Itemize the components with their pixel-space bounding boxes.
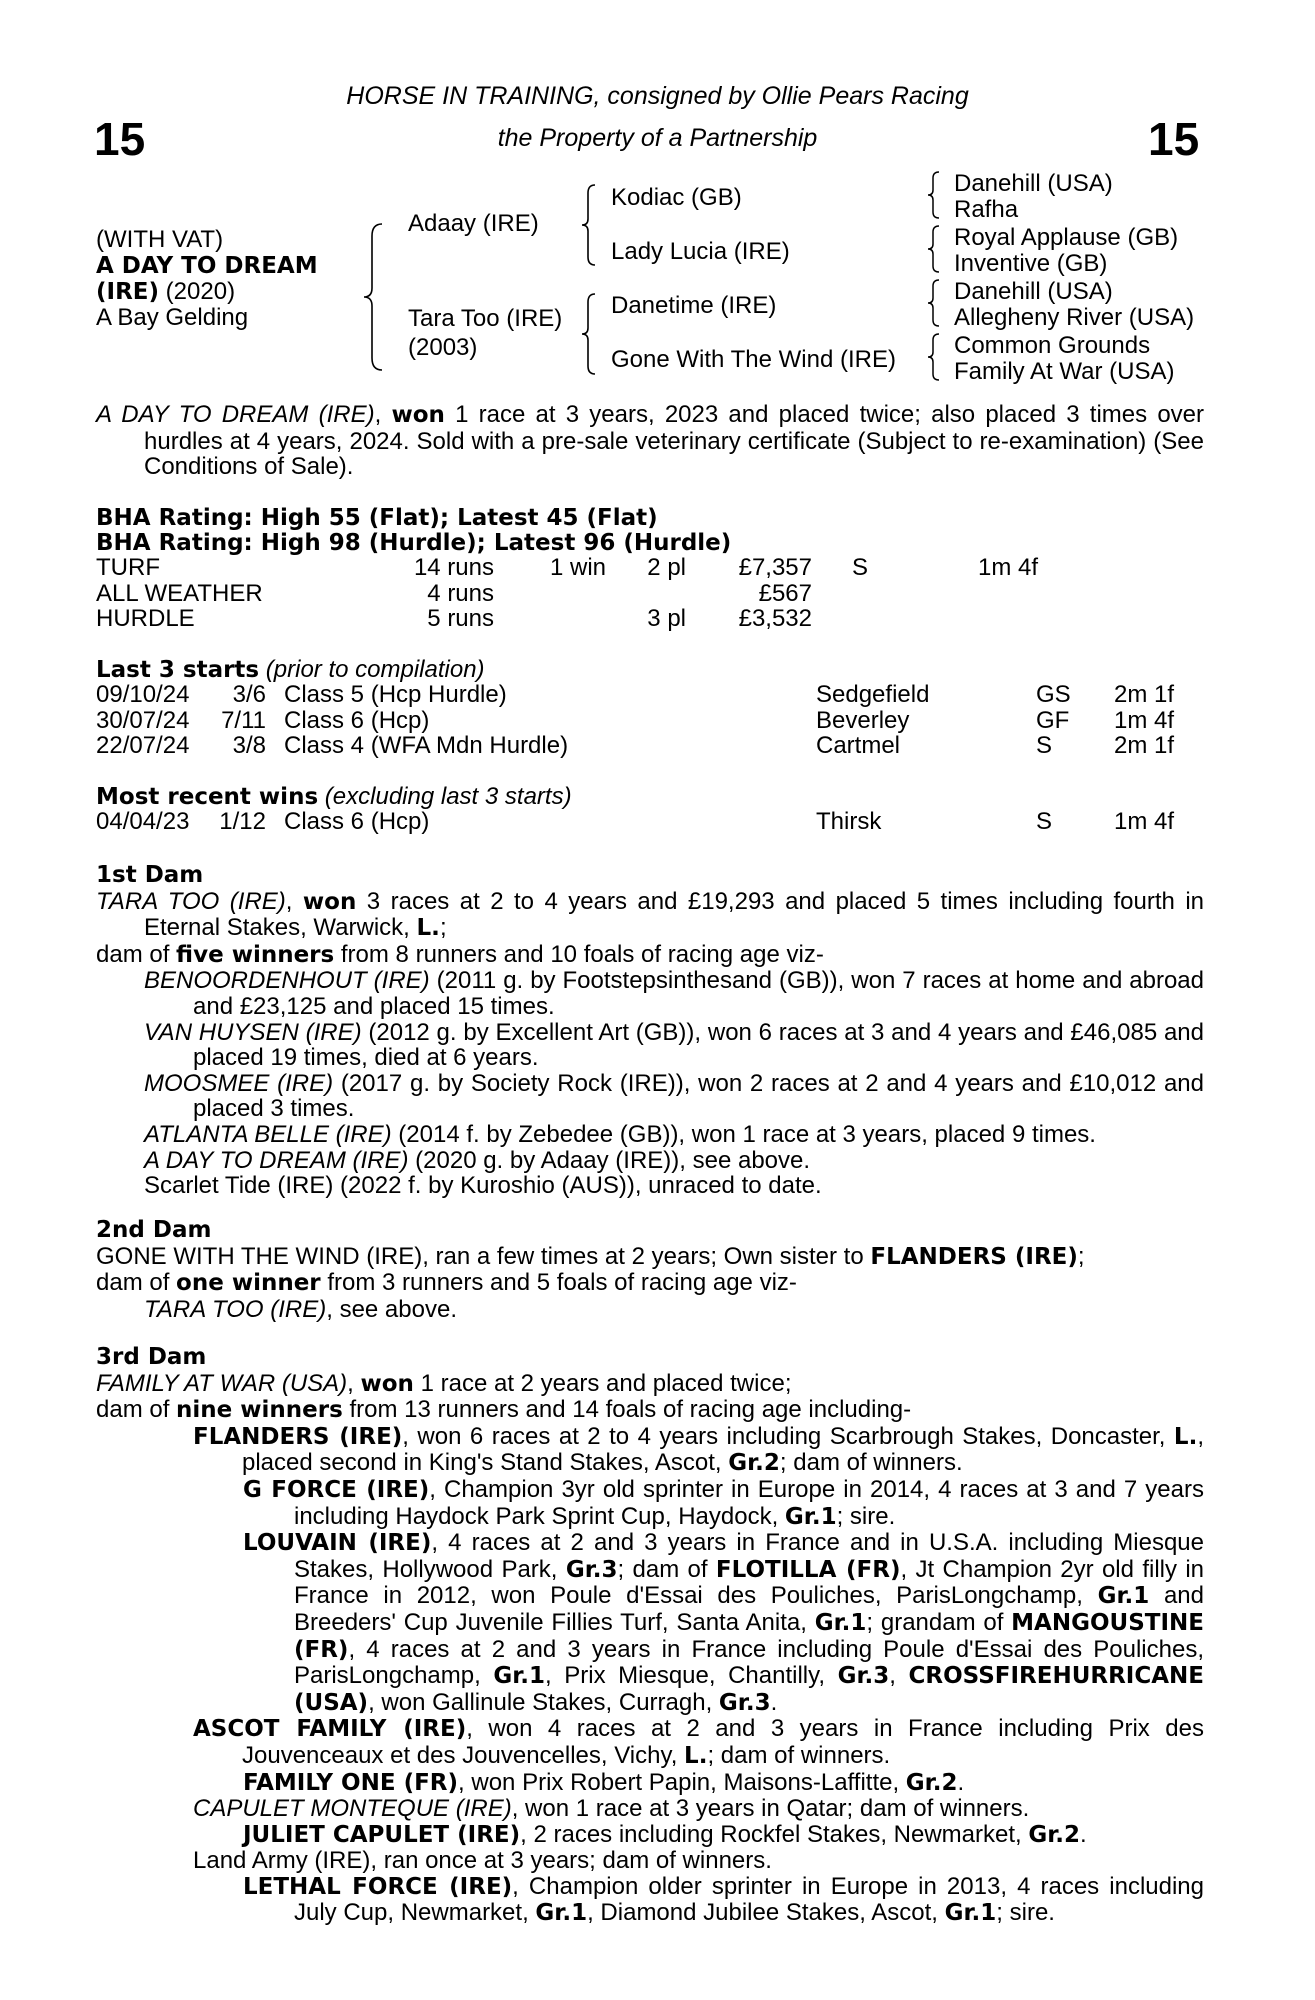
record-prize: £3,532	[738, 605, 812, 632]
third-dam-section	[96, 1344, 1204, 1927]
start-race: Class 6 (Hcp)	[284, 706, 430, 734]
consignor-line: HORSE IN TRAINING, consigned by Ollie Pears Racing	[346, 82, 969, 110]
recent-wins-note: (excluding last 3 starts)	[318, 783, 572, 810]
record-prize: £7,357	[738, 554, 812, 581]
capulet-monteque-text: , won 1 race at 3 years in Qatar; dam of winners.	[511, 1795, 1030, 1823]
g-force-text-2: ; sire.	[836, 1502, 896, 1530]
ascot-family-name: ASCOT FAMILY (IRE)	[193, 1716, 467, 1743]
record-going	[812, 581, 978, 607]
start-date: 30/07/24	[96, 706, 190, 734]
win-course: Thirsk	[816, 808, 882, 835]
rating-flat: BHA Rating: High 55 (Flat); Latest 45 (Flat)	[96, 505, 658, 531]
third-dam-text: 1 race at 2 years and placed twice;	[413, 1369, 792, 1397]
start-position: 3/6	[232, 681, 266, 708]
record-surface: ALL WEATHER	[96, 579, 263, 607]
record-placed: 2 pl	[647, 554, 686, 581]
produce-4-text: (2014 f. by Zebedee (GB)), won 1 race at 3 years, placed 9 times.	[391, 1120, 1096, 1148]
flanders-text-3: ; dam of winners.	[779, 1449, 963, 1477]
start-distance: 1m 4f	[1114, 706, 1175, 734]
win-race: Class 6 (Hcp)	[284, 808, 430, 835]
lot-number-right: 15	[1148, 113, 1200, 165]
louvain-text-2: ; dam of	[617, 1555, 716, 1583]
second-dam-produce-name: TARA TOO (IRE)	[144, 1295, 327, 1323]
start-distance: 2m 1f	[1114, 681, 1175, 708]
family-one-name: FAMILY ONE (FR)	[243, 1769, 459, 1796]
record-runs: 4 runs	[427, 579, 494, 607]
first-dam-section: 1st Dam TARA TOO (IRE), won 3 races at 2 to 4 years and £19,293 and placed 5 times including fourth in Eternal Stakes, Warwick, L.; dam of five winners from 8 runners and 10 foals of racing age viz- BENOORDENHOUT (IRE) (2011 g. by Footstepsinthesand (GB)), won 7 races at home and abroad and £23,125 and placed 15 times. VAN HUYSEN (IRE) (2012 g. by Excellent Art (GB)), won 6 races at 3 and 4 years and £46,085 and placed 19 times, died at 6 years. MOOSMEE (IRE) (2017 g. by Society Rock (IRE)), won 2 races at 2 and 4 years and £10,012 and placed 3 times. ATLANTA BELLE (IRE) (2014 f. by Zebedee (GB)), won 1 race at 3 years, placed 9 times. A DAY TO DREAM (IRE) (2020 g. by Adaay (IRE)), see above. Scarlet Tide (IRE) (2022 f. by Kuroshio (AUS)), unraced to date.	[96, 862, 1205, 1200]
start-date: 22/07/24	[96, 732, 190, 759]
pedigree-ds: Danetime (IRE)	[611, 292, 777, 319]
pedigree-ss: Kodiac (GB)	[611, 184, 742, 211]
record-distance	[978, 606, 1078, 632]
group-mark: Gr.1	[814, 1609, 867, 1636]
juliet-capulet-name: JULIET CAPULET (IRE)	[243, 1821, 521, 1848]
pedigree-sds: Royal Applause (GB)	[954, 224, 1179, 251]
third-dam-winners: nine winners	[176, 1397, 343, 1424]
summary-won: won	[391, 402, 445, 428]
first-dam-produce-c: from 8 runners and 10 foals of racing age viz-	[334, 940, 824, 968]
first-dam-name: TARA TOO (IRE)	[96, 887, 286, 915]
pedigree-brace-3d	[926, 332, 942, 382]
start-course: Beverley	[816, 706, 910, 734]
first-dam-won: won	[302, 888, 357, 915]
produce-3-name: MOOSMEE (IRE)	[144, 1069, 334, 1097]
horse-name: A DAY TO DREAM	[96, 253, 318, 279]
second-dam-produce-text: , see above.	[326, 1295, 457, 1323]
louvain-text-10: .	[770, 1688, 778, 1716]
racing-record-table	[96, 555, 1078, 632]
flanders-text-1: , won 6 races at 2 to 4 years including Scarbrough Stakes, Doncaster,	[402, 1422, 1174, 1450]
table-row	[96, 606, 1078, 632]
pedigree-dd: Gone With The Wind (IRE)	[611, 346, 896, 373]
record-distance	[978, 581, 1078, 607]
crossfirehurricane-name: CROSSFIREHURRICANE (USA)	[294, 1663, 1204, 1716]
louvain-text-1: , 4 races at 2 and 3 years in France and in U.S.A. including Miesque Stakes, Hollywood Park,	[294, 1529, 1204, 1583]
start-going: S	[1036, 732, 1053, 759]
produce-5-name: A DAY TO DREAM (IRE)	[144, 1146, 409, 1174]
g-force-text-1: , Champion 3yr old sprinter in Europe in 2014, 4 races at 3 and 7 years including Haydock Park Sprint Cup, Haydock,	[294, 1475, 1204, 1530]
second-dam-sister: FLANDERS (IRE)	[870, 1243, 1078, 1270]
table-row	[96, 708, 1204, 734]
second-dam-winners: one winner	[176, 1270, 321, 1297]
first-dam-title: 1st Dam	[96, 862, 204, 888]
second-dam-section	[96, 1217, 1204, 1322]
group-mark: Gr.1	[784, 1503, 837, 1530]
family-one-text-2: .	[957, 1768, 965, 1796]
third-dam-name: FAMILY AT WAR (USA)	[96, 1369, 348, 1397]
pedigree-dds: Common Grounds	[954, 332, 1151, 359]
louvain-text-7: , Prix Miesque, Chantilly,	[545, 1662, 838, 1690]
record-runs: 14 runs	[413, 554, 494, 581]
start-course: Sedgefield	[816, 681, 930, 708]
group-mark: Gr.1	[944, 1900, 997, 1927]
recent-wins-heading	[96, 784, 572, 810]
record-surface: TURF	[96, 554, 160, 581]
flotilla-name: FLOTILLA (FR)	[715, 1556, 901, 1583]
ascot-family-text-2: ; dam of winners.	[707, 1741, 891, 1769]
win-distance: 1m 4f	[1114, 808, 1175, 835]
third-dam-sep: ,	[347, 1369, 361, 1397]
pedigree-sire: Adaay (IRE)	[408, 210, 539, 237]
family-one-text-1: , won Prix Robert Papin, Maisons-Laffitte,	[458, 1768, 906, 1796]
louvain-text-6: , 4 races at 2 and 3 years in France including Poule d'Essai des Pouliches, ParisLongchamp,	[294, 1635, 1204, 1690]
third-dam-title: 3rd Dam	[96, 1344, 207, 1370]
pedigree-ssd: Rafha	[954, 196, 1019, 223]
pedigree-brace-3c	[926, 278, 942, 328]
group-mark: Gr.2	[728, 1450, 780, 1477]
mangoustine-name: MANGOUSTINE (FR)	[294, 1609, 1204, 1663]
listed-mark: L.	[416, 915, 440, 942]
horse-country: (IRE)	[96, 279, 160, 305]
table-row	[96, 581, 1078, 607]
record-going: S	[852, 554, 869, 581]
lethal-force-text-1: , Champion older sprinter in Europe in 2013, 4 races including July Cup, Newmarket,	[294, 1872, 1205, 1927]
produce-3-text: (2017 g. by Society Rock (IRE)), won 2 races at 2 and 4 years and £10,012 and placed 3 times.	[193, 1069, 1204, 1123]
louvain-text-4: and Breeders' Cup Juvenile Fillies Turf, Santa Anita,	[294, 1582, 1204, 1636]
record-placed: 3 pl	[647, 605, 686, 632]
land-army-text: Land Army (IRE), ran once at 3 years; dam of winners.	[193, 1847, 772, 1875]
produce-2-name: VAN HUYSEN (IRE)	[144, 1018, 362, 1046]
group-mark: Gr.1	[1097, 1583, 1150, 1610]
first-dam-text: 3 races at 2 to 4 years and £19,293 and placed 5 times including fourth in Eternal Stakes, Warwick,	[144, 887, 1205, 942]
table-row	[96, 733, 1204, 759]
produce-4-name: ATLANTA BELLE (IRE)	[144, 1120, 392, 1148]
second-dam-end: ;	[1077, 1242, 1085, 1270]
start-course: Cartmel	[816, 732, 901, 759]
start-going: GF	[1036, 706, 1070, 734]
record-prize: £567	[758, 579, 812, 607]
recent-wins-title: Most recent wins	[96, 784, 319, 810]
summary-text: 1 race at 3 years, 2023 and placed twice; also placed 3 times over hurdles at 4 years, 2024. Sold with a pre-sale veterinary certificate (Subject to re-examination) (See Conditions of Sale).	[144, 401, 1205, 481]
pedigree-dsd: Allegheny River (USA)	[954, 304, 1195, 331]
recent-wins-table	[96, 809, 1204, 835]
third-dam-produce-c: from 13 runners and 14 foals of racing age including-	[342, 1396, 912, 1424]
juliet-capulet-text-1: , 2 races including Rockfel Stakes, Newmarket,	[520, 1820, 1029, 1848]
flanders-text-2: , placed second in King's Stand Stakes, Ascot,	[242, 1422, 1204, 1477]
juliet-capulet-text-2: .	[1080, 1820, 1087, 1848]
lot-number-left: 15	[94, 113, 146, 165]
louvain-text-8: ,	[889, 1662, 909, 1690]
pedigree-dss: Danehill (USA)	[954, 278, 1113, 305]
start-position: 3/8	[232, 732, 266, 759]
horse-year: (2020)	[159, 278, 236, 305]
group-mark: Gr.3	[565, 1556, 618, 1583]
win-going: S	[1036, 808, 1053, 835]
produce-6-text: Scarlet Tide (IRE) (2022 f. by Kuroshio (AUS)), unraced to date.	[144, 1172, 822, 1200]
flanders-name: FLANDERS (IRE)	[193, 1423, 403, 1450]
record-runs: 5 runs	[427, 605, 494, 632]
table-row	[96, 809, 1204, 835]
record-wins	[494, 581, 606, 607]
pedigree-sdd: Inventive (GB)	[954, 250, 1108, 277]
lethal-force-text-3: ; sire.	[996, 1899, 1055, 1927]
produce-2-text: (2012 g. by Excellent Art (GB)), won 6 races at 3 and 4 years and £46,085 and placed 19 times, died at 6 years.	[193, 1018, 1205, 1072]
third-dam-produce-a: dam of	[96, 1396, 177, 1424]
ascot-family-text-1: , won 4 races at 2 and 3 years in France including Prix des Jouvenceaux et des Jouvencelles, Vichy,	[242, 1715, 1204, 1769]
second-dam-produce-a: dam of	[96, 1269, 177, 1297]
louvain-text-9: , won Gallinule Stakes, Curragh,	[368, 1688, 719, 1716]
pedigree-sd: Lady Lucia (IRE)	[611, 238, 790, 265]
record-wins: 1 win	[549, 554, 606, 581]
group-mark: Gr.3	[718, 1689, 771, 1716]
produce-1-name: BENOORDENHOUT (IRE)	[144, 967, 430, 995]
louvain-name: LOUVAIN (IRE)	[243, 1530, 432, 1557]
start-distance: 2m 1f	[1114, 732, 1175, 759]
rating-hurdle: BHA Rating: High 98 (Hurdle); Latest 96 (Hurdle)	[96, 530, 732, 556]
lethal-force-text-2: , Diamond Jubilee Stakes, Ascot,	[587, 1899, 945, 1927]
property-line: the Property of a Partnership	[497, 124, 818, 152]
listed-mark: L.	[1173, 1423, 1198, 1450]
pedigree-brace-sire	[580, 183, 598, 267]
capulet-monteque-name: CAPULET MONTEQUE (IRE)	[193, 1795, 512, 1823]
produce-1-text: (2011 g. by Footstepsinthesand (GB)), won 7 races at home and abroad and £23,125 and placed 15 times.	[193, 967, 1204, 1020]
record-placed	[606, 581, 686, 607]
last3-table	[96, 682, 1204, 759]
lethal-force-name: LETHAL FORCE (IRE)	[243, 1873, 513, 1900]
pedigree-dam: Tara Too (IRE)	[408, 305, 563, 332]
group-mark: Gr.1	[535, 1900, 588, 1927]
g-force-name: G FORCE (IRE)	[243, 1476, 430, 1503]
table-row	[96, 555, 1078, 581]
record-wins	[494, 606, 606, 632]
first-dam-winners: five winners	[176, 941, 335, 968]
start-race: Class 5 (Hcp Hurdle)	[284, 681, 507, 708]
pedigree-dam-year: (2003)	[408, 334, 478, 361]
pedigree-brace-3a	[926, 170, 942, 220]
first-dam-produce-a: dam of	[96, 940, 177, 968]
win-date: 04/04/23	[96, 808, 190, 835]
listed-mark: L.	[684, 1742, 708, 1769]
start-position: 7/11	[221, 706, 266, 734]
record-going	[812, 606, 978, 632]
start-going: GS	[1036, 681, 1071, 708]
second-dam-title: 2nd Dam	[96, 1217, 212, 1243]
win-position: 1/12	[219, 808, 266, 835]
second-dam-produce-c: from 3 runners and 5 foals of racing age viz-	[320, 1269, 797, 1297]
pedigree-brace-dam	[580, 292, 598, 376]
last3-note: (prior to compilation)	[259, 656, 485, 683]
group-mark: Gr.2	[905, 1769, 958, 1796]
table-row	[96, 682, 1204, 708]
last3-title: Last 3 starts	[96, 657, 260, 683]
horse-name-line2	[96, 279, 235, 305]
pedigree-ddd: Family At War (USA)	[954, 358, 1175, 385]
produce-5-text: (2020 g. by Adaay (IRE)), see above.	[408, 1146, 811, 1174]
start-date: 09/10/24	[96, 681, 190, 708]
race-summary: A DAY TO DREAM (IRE), won 1 race at 3 years, 2023 and placed twice; also placed 3 times over hurdles at 4 years, 2024. Sold with a pre-sale veterinary certificate (Subject to re-examination) (See Conditions of Sale).	[96, 401, 1205, 481]
louvain-text-3: , Jt Champion 2yr old filly in France in 2012, won Poule d'Essai des Pouliches, ParisLongchamp,	[294, 1555, 1205, 1610]
last3-heading	[96, 657, 485, 683]
pedigree-sss: Danehill (USA)	[954, 170, 1113, 197]
group-mark: Gr.3	[837, 1663, 890, 1690]
group-mark: Gr.1	[493, 1663, 546, 1690]
louvain-text-5: ; grandam of	[866, 1608, 1012, 1636]
third-dam-won: won	[360, 1370, 414, 1397]
vat-label: (WITH VAT)	[96, 226, 224, 253]
record-distance: 1m 4f	[978, 554, 1039, 581]
summary-horse-name: A DAY TO DREAM (IRE)	[96, 401, 375, 428]
pedigree-brace-main	[362, 222, 386, 372]
pedigree-brace-3b	[926, 224, 942, 274]
horse-description: A Bay Gelding	[96, 304, 249, 331]
record-surface: HURDLE	[96, 605, 195, 632]
start-race: Class 4 (WFA Mdn Hurdle)	[284, 732, 569, 759]
first-dam-end: ;	[439, 914, 447, 942]
group-mark: Gr.2	[1028, 1821, 1081, 1848]
second-dam-text: GONE WITH THE WIND (IRE), ran a few times at 2 years; Own sister to	[96, 1242, 871, 1270]
